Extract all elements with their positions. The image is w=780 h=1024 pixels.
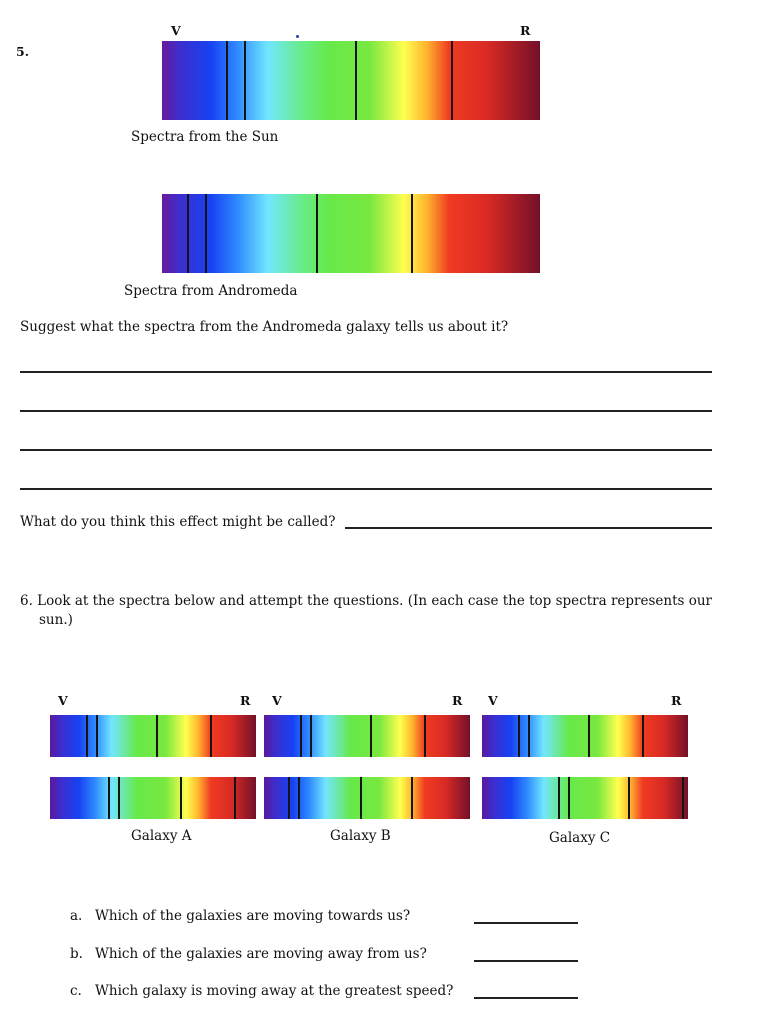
absorption-line [558,777,560,819]
galaxy-a-spectrum [50,777,256,819]
absorption-line [244,41,246,120]
galaxy-a-caption: Galaxy A [131,828,192,844]
absorption-line [300,715,302,757]
question-b-text: Which of the galaxies are moving away from us? [95,946,427,962]
absorption-line [424,715,426,757]
galaxy-b-red-label: R [452,693,463,708]
absorption-line [411,194,413,273]
absorption-line [628,777,630,819]
absorption-line [310,715,312,757]
galaxy-a-violet-label: V [58,693,68,708]
absorption-line [682,777,684,819]
absorption-line [355,41,357,120]
absorption-line [518,715,520,757]
question-5-number: 5. [16,44,30,59]
question-6-intro-continued: sun.) [39,612,73,628]
question-c-text: Which galaxy is moving away at the greatest speed? [95,983,454,999]
effect-question: What do you think this effect might be called? [20,514,336,530]
absorption-line [568,777,570,819]
absorption-line [642,715,644,757]
galaxy-b-sun-spectrum [264,715,470,757]
galaxy-b-caption: Galaxy B [330,828,391,844]
effect-answer-line[interactable] [345,527,712,529]
absorption-line [226,41,228,120]
galaxy-a-red-label: R [240,693,251,708]
answer-line[interactable] [20,488,712,490]
answer-line[interactable] [20,410,712,412]
absorption-line [96,715,98,757]
absorption-line [316,194,318,273]
sun-spectrum-caption: Spectra from the Sun [131,129,279,145]
absorption-line [156,715,158,757]
absorption-line [588,715,590,757]
absorption-line [451,41,453,120]
absorption-line [411,777,413,819]
absorption-line [360,777,362,819]
question-b-letter: b. [70,946,83,962]
question-a-text: Which of the galaxies are moving towards us? [95,908,411,924]
andromeda-question: Suggest what the spectra from the Andromeda galaxy tells us about it? [20,319,509,335]
galaxy-c-caption: Galaxy C [549,830,611,846]
galaxy-c-sun-spectrum [482,715,688,757]
galaxy-c-violet-label: V [488,693,498,708]
question-c-answer-blank[interactable] [474,997,578,999]
galaxy-b-spectrum [264,777,470,819]
absorption-line [370,715,372,757]
galaxy-b-violet-label: V [272,693,282,708]
absorption-line [288,777,290,819]
absorption-line [86,715,88,757]
absorption-line [187,194,189,273]
galaxy-c-red-label: R [671,693,682,708]
question-b-answer-blank[interactable] [474,960,578,962]
absorption-line [180,777,182,819]
sun-spectrum [162,41,540,120]
andromeda-spectrum-caption: Spectra from Andromeda [124,283,298,299]
sun-red-label: R [520,23,531,38]
question-6-intro: 6. Look at the spectra below and attempt the questions. (In each case the top spectra represents our [20,593,713,609]
absorption-line [528,715,530,757]
andromeda-spectrum [162,194,540,273]
question-c-letter: c. [70,983,82,999]
question-a-answer-blank[interactable] [474,922,578,924]
stray-dot [296,35,299,38]
galaxy-a-sun-spectrum [50,715,256,757]
sun-violet-label: V [171,23,181,38]
absorption-line [108,777,110,819]
absorption-line [205,194,207,273]
absorption-line [298,777,300,819]
answer-line[interactable] [20,371,712,373]
answer-line[interactable] [20,449,712,451]
absorption-line [234,777,236,819]
absorption-line [118,777,120,819]
galaxy-c-spectrum [482,777,688,819]
absorption-line [210,715,212,757]
question-a-letter: a. [70,908,83,924]
